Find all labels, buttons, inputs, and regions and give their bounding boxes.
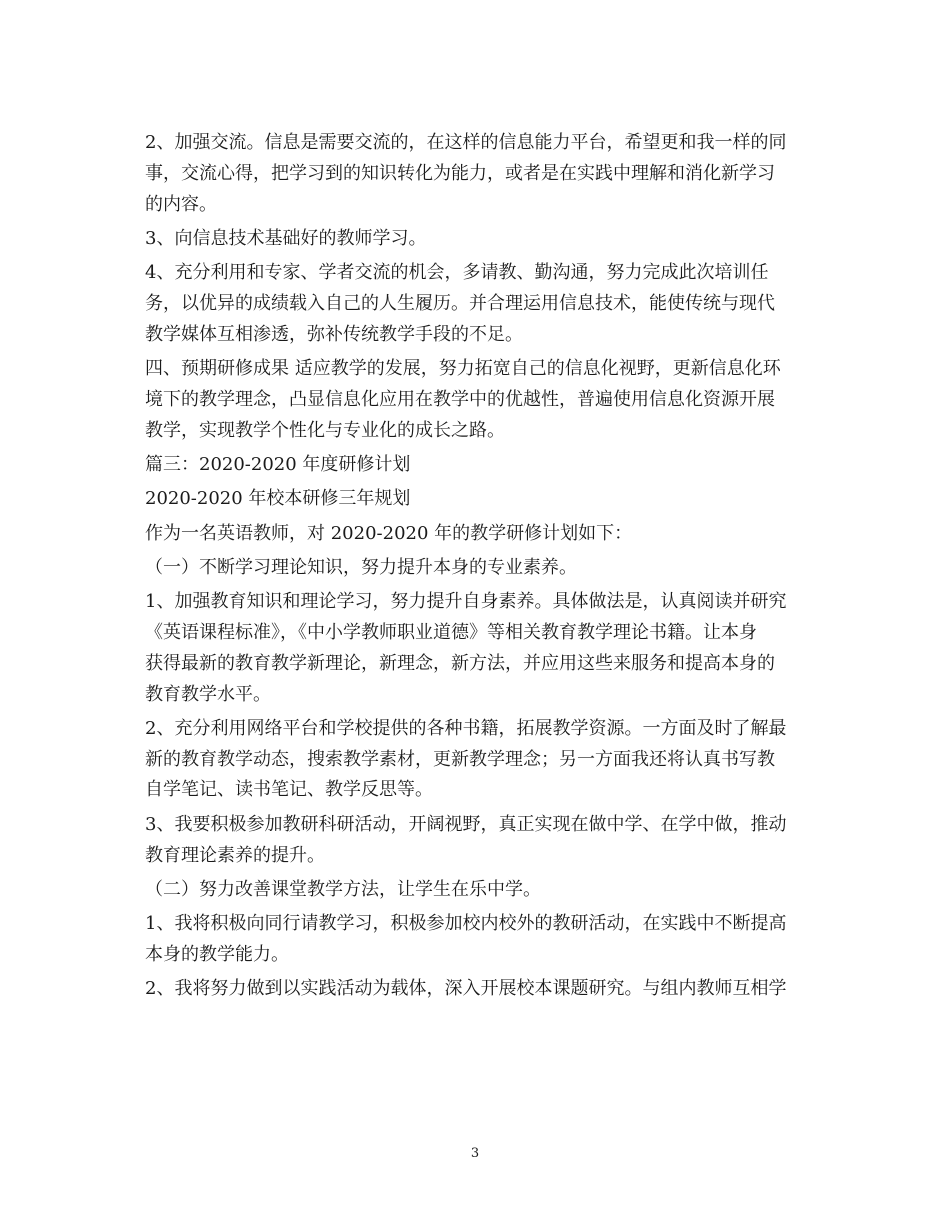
paragraph: [145, 484, 815, 515]
paragraph: [145, 450, 815, 481]
paragraph: [145, 224, 815, 255]
document-body: [145, 128, 815, 1005]
paragraph: [145, 909, 815, 971]
text-line: 3、向信息技术基础好的教师学习。: [145, 227, 427, 249]
text-line: 境下的教学理念，凸显信息化应用在教学中的优越性，普遍使用信息化资源开展: [145, 388, 775, 410]
paragraph: [145, 875, 815, 906]
text-line: 1、加强教育知识和理论学习，努力提升自身素养。具体做法是，认真阅读并研究: [145, 591, 787, 613]
page-number: 3: [470, 1146, 480, 1161]
paragraph: [145, 810, 815, 872]
paragraph: [145, 258, 815, 350]
text-line: 2、加强交流。信息是需要交流的，在这样的信息能力平台，希望更和我一样的同: [145, 132, 787, 153]
text-line: 2、充分利用网络平台和学校提供的各种书籍，拓展教学资源。一方面及时了解最: [145, 717, 787, 739]
text-line: 3、我要积极参加教研科研活动，开阔视野，真正实现在做中学、在学中做，推动: [145, 813, 787, 835]
text-line: 2、我将努力做到以实践活动为载体，深入开展校本课题研究。与组内教师互相学: [145, 978, 787, 1000]
paragraph: [145, 714, 815, 806]
text-line: （二）努力改善课堂教学方法，让学生在乐中学。: [145, 878, 541, 900]
text-line: 自学笔记、读书笔记、教学反思等。: [145, 779, 433, 801]
text-line: 《英语课程标准》，《中小学教师职业道德》等相关教育教学理论书籍。让本身: [145, 621, 757, 643]
text-line: 本身的教学能力。: [145, 943, 289, 965]
text-line: 的内容。: [145, 193, 217, 215]
text-line: 教育理论素养的提升。: [145, 844, 325, 866]
paragraph: [145, 974, 815, 1005]
text-line: 作为一名英语教师，对 2020-2020 年的教学研修计划如下：: [145, 522, 633, 544]
paragraph: [145, 553, 815, 584]
text-line: 四、预期研修成果 适应教学的发展，努力拓宽自己的信息化视野，更新信息化环: [145, 358, 781, 380]
text-line: 教学媒体互相渗透，弥补传统教学手段的不足。: [145, 323, 523, 345]
text-line: 2020-2020 年校本研修三年规划: [145, 488, 411, 510]
text-line: 教育教学水平。: [145, 683, 271, 705]
paragraph: [145, 354, 815, 446]
paragraph: [145, 128, 815, 220]
text-line: 新的教育教学动态，搜索教学素材，更新教学理念；另一方面我还将认真书写教: [145, 748, 775, 770]
paragraph: [145, 587, 815, 710]
text-line: 篇三：2020-2020 年度研修计划: [145, 453, 411, 475]
text-line: 获得最新的教育教学新理论，新理念，新方法，并应用这些来服务和提高本身的: [145, 652, 775, 674]
paragraph: [145, 519, 815, 550]
text-line: 教学，实现教学个性化与专业化的成长之路。: [145, 419, 505, 441]
text-line: 1、我将积极向同行请教学习，积极参加校内校外的教研活动，在实践中不断提高: [145, 913, 787, 935]
text-line: 事，交流心得，把学习到的知识转化为能力，或者是在实践中理解和消化新学习: [145, 162, 775, 184]
text-line: 务，以优异的成绩载入自己的人生履历。并合理运用信息技术，能使传统与现代: [145, 292, 775, 314]
text-line: （一）不断学习理论知识，努力提升本身的专业素养。: [145, 556, 577, 578]
text-line: 4、充分利用和专家、学者交流的机会，多请教、勤沟通，努力完成此次培训任: [145, 262, 769, 284]
